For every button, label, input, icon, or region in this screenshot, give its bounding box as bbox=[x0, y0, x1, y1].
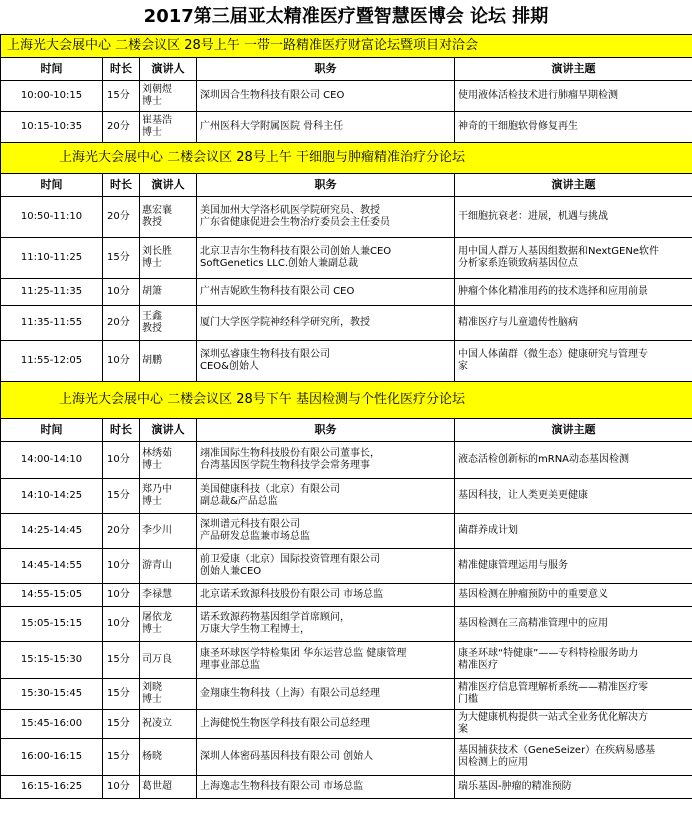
topic-cell: 使用液体活检技术进行肺瘤早期检测 bbox=[455, 81, 692, 112]
column-header-row bbox=[1, 419, 692, 442]
speaker-cell: 屠依龙 博士 bbox=[140, 607, 197, 642]
time-cell: 10:50-11:10 bbox=[1, 197, 103, 238]
speaker-cell: 葛世超 bbox=[140, 776, 197, 799]
header-position: 职务 bbox=[197, 174, 455, 197]
duration-cell: 10分 bbox=[103, 279, 140, 306]
table-row bbox=[1, 341, 692, 382]
time-cell: 16:15-16:25 bbox=[1, 776, 103, 799]
speaker-cell: 游青山 bbox=[140, 549, 197, 584]
table-row bbox=[1, 238, 692, 279]
position-cell: 深圳人体密码基因科技有限公司 创始人 bbox=[197, 739, 455, 776]
duration-cell: 10分 bbox=[103, 549, 140, 584]
speaker-cell: 惠宏襄 教授 bbox=[140, 197, 197, 238]
time-cell: 10:00-10:15 bbox=[1, 81, 103, 112]
topic-cell: 基因检测在肿瘤预防中的重要意义 bbox=[455, 584, 692, 607]
duration-cell: 10分 bbox=[103, 776, 140, 799]
speaker-cell: 胡鹏 bbox=[140, 341, 197, 382]
position-cell: 深圳因合生物科技有限公司 CEO bbox=[197, 81, 455, 112]
table-row bbox=[1, 776, 692, 799]
time-cell: 15:30-15:45 bbox=[1, 679, 103, 710]
header-topic: 演讲主题 bbox=[455, 58, 692, 81]
speaker-cell: 刘长胜 博士 bbox=[140, 238, 197, 279]
time-cell: 16:00-16:15 bbox=[1, 739, 103, 776]
duration-cell: 15分 bbox=[103, 642, 140, 679]
topic-cell: 精准健康管理运用与服务 bbox=[455, 549, 692, 584]
time-cell: 14:25-14:45 bbox=[1, 514, 103, 549]
table-row bbox=[1, 197, 692, 238]
speaker-cell: 李禄慧 bbox=[140, 584, 197, 607]
time-cell: 10:15-10:35 bbox=[1, 112, 103, 143]
section-heading: 上海光大会展中心 二楼会议区 28号上午 一带一路精准医疗财富论坛暨项目对洽会 bbox=[1, 35, 692, 58]
position-cell: 上海逸志生物科技有限公司 市场总监 bbox=[197, 776, 455, 799]
table-row bbox=[1, 479, 692, 514]
header-topic: 演讲主题 bbox=[455, 174, 692, 197]
position-cell: 康圣环球医学特检集团 华东运营总监 健康管理 理事业部总监 bbox=[197, 642, 455, 679]
position-cell: 上海健悦生物医学科技有限公司总经理 bbox=[197, 710, 455, 739]
speaker-cell: 司万良 bbox=[140, 642, 197, 679]
table-row bbox=[1, 514, 692, 549]
column-header-row bbox=[1, 174, 692, 197]
position-cell: 金翔康生物科技（上海）有限公司总经理 bbox=[197, 679, 455, 710]
duration-cell: 10分 bbox=[103, 584, 140, 607]
table-row bbox=[1, 584, 692, 607]
header-speaker: 演讲人 bbox=[140, 174, 197, 197]
table-row bbox=[1, 279, 692, 306]
time-cell: 11:25-11:35 bbox=[1, 279, 103, 306]
topic-cell: 基因捕获技术（GeneSeizer）在疾病易感基 因检测上的应用 bbox=[455, 739, 692, 776]
speaker-cell: 刘朝煜 博士 bbox=[140, 81, 197, 112]
table-row bbox=[1, 549, 692, 584]
time-cell: 11:35-11:55 bbox=[1, 306, 103, 341]
time-cell: 11:55-12:05 bbox=[1, 341, 103, 382]
topic-cell: 肿瘤个体化精准用药的技术选择和应用前景 bbox=[455, 279, 692, 306]
speaker-cell: 祝凌立 bbox=[140, 710, 197, 739]
topic-cell: 精准医疗信息管理解析系统——精准医疗零 门槛 bbox=[455, 679, 692, 710]
column-header-row bbox=[1, 58, 692, 81]
header-time: 时间 bbox=[1, 174, 103, 197]
time-cell: 14:00-14:10 bbox=[1, 442, 103, 479]
position-cell: 北京卫吉尔生物科技有限公司创始人兼CEO SoftGenetics LLC.创始人兼副总裁 bbox=[197, 238, 455, 279]
header-position: 职务 bbox=[197, 58, 455, 81]
topic-cell: 为大健康机构提供一站式全业务优化解决方 案 bbox=[455, 710, 692, 739]
duration-cell: 15分 bbox=[103, 679, 140, 710]
position-cell: 深圳谱元科技有限公司 产品研发总监兼市场总监 bbox=[197, 514, 455, 549]
time-cell: 15:45-16:00 bbox=[1, 710, 103, 739]
speaker-cell: 王鑫 教授 bbox=[140, 306, 197, 341]
section-heading-row bbox=[1, 143, 692, 174]
position-cell: 厦门大学医学院神经科学研究所，教授 bbox=[197, 306, 455, 341]
speaker-cell: 刘晓 博士 bbox=[140, 679, 197, 710]
table-row bbox=[1, 679, 692, 710]
topic-cell: 神奇的干细胞软骨修复再生 bbox=[455, 112, 692, 143]
time-cell: 11:10-11:25 bbox=[1, 238, 103, 279]
header-duration: 时长 bbox=[103, 419, 140, 442]
section-heading: 上海光大会展中心 二楼会议区 28号下午 基因检测与个性化医疗分论坛 bbox=[1, 382, 692, 419]
header-topic: 演讲主题 bbox=[455, 419, 692, 442]
duration-cell: 15分 bbox=[103, 81, 140, 112]
table-row bbox=[1, 442, 692, 479]
duration-cell: 20分 bbox=[103, 197, 140, 238]
topic-cell: 康圣环球“特健康”——专科特检服务助力 精准医疗 bbox=[455, 642, 692, 679]
duration-cell: 10分 bbox=[103, 607, 140, 642]
section-heading-row bbox=[1, 35, 692, 58]
position-cell: 深圳弘睿康生物科技有限公司 CEO&创始人 bbox=[197, 341, 455, 382]
table-row bbox=[1, 710, 692, 739]
speaker-cell: 郑乃中 博士 bbox=[140, 479, 197, 514]
section-heading: 上海光大会展中心 二楼会议区 28号上午 干细胞与肿瘤精准治疗分论坛 bbox=[1, 143, 692, 174]
schedule-table bbox=[0, 34, 692, 799]
speaker-cell: 崔基浩 博士 bbox=[140, 112, 197, 143]
position-cell: 美国加州大学洛杉矶医学院研究员、教授 广东省健康促进会生物治疗委员会主任委员 bbox=[197, 197, 455, 238]
duration-cell: 10分 bbox=[103, 341, 140, 382]
duration-cell: 15分 bbox=[103, 238, 140, 279]
header-duration: 时长 bbox=[103, 58, 140, 81]
header-speaker: 演讲人 bbox=[140, 58, 197, 81]
header-position: 职务 bbox=[197, 419, 455, 442]
position-cell: 北京诺禾致源科技股份有限公司 市场总监 bbox=[197, 584, 455, 607]
speaker-cell: 胡箫 bbox=[140, 279, 197, 306]
time-cell: 15:15-15:30 bbox=[1, 642, 103, 679]
topic-cell: 菌群养成计划 bbox=[455, 514, 692, 549]
speaker-cell: 李少川 bbox=[140, 514, 197, 549]
duration-cell: 15分 bbox=[103, 739, 140, 776]
section-heading-row bbox=[1, 382, 692, 419]
duration-cell: 20分 bbox=[103, 112, 140, 143]
duration-cell: 20分 bbox=[103, 306, 140, 341]
header-time: 时间 bbox=[1, 58, 103, 81]
time-cell: 14:10-14:25 bbox=[1, 479, 103, 514]
table-row bbox=[1, 642, 692, 679]
table-row bbox=[1, 112, 692, 143]
topic-cell: 瑞乐基因-肿瘤的精准预防 bbox=[455, 776, 692, 799]
page-title: 2017第三届亚太精准医疗暨智慧医博会 论坛 排期 bbox=[143, 6, 549, 27]
position-cell: 诺禾致源药物基因组学首席顾问， 万康大学生物工程博士， bbox=[197, 607, 455, 642]
duration-cell: 15分 bbox=[103, 479, 140, 514]
duration-cell: 20分 bbox=[103, 514, 140, 549]
table-row bbox=[1, 739, 692, 776]
topic-cell: 基因科技，让人类更美更健康 bbox=[455, 479, 692, 514]
header-speaker: 演讲人 bbox=[140, 419, 197, 442]
topic-cell: 精准医疗与儿童遗传性脑病 bbox=[455, 306, 692, 341]
position-cell: 广州吉妮欧生物科技有限公司 CEO bbox=[197, 279, 455, 306]
time-cell: 14:45-14:55 bbox=[1, 549, 103, 584]
topic-cell: 液态活检创新标的mRNA动态基因检测 bbox=[455, 442, 692, 479]
topic-cell: 中国人体菌群（微生态）健康研究与管理专 家 bbox=[455, 341, 692, 382]
topic-cell: 用中国人群万人基因组数据和NextGENe软件 分析家系连锁致病基因位点 bbox=[455, 238, 692, 279]
speaker-cell: 林绣茹 博士 bbox=[140, 442, 197, 479]
duration-cell: 15分 bbox=[103, 710, 140, 739]
position-cell: 美国健康科技（北京）有限公司 副总裁&产品总监 bbox=[197, 479, 455, 514]
time-cell: 14:55-15:05 bbox=[1, 584, 103, 607]
table-row bbox=[1, 81, 692, 112]
position-cell: 前卫爱康（北京）国际投资管理有限公司 创始人兼CEO bbox=[197, 549, 455, 584]
topic-cell: 干细胞抗衰老：进展，机遇与挑战 bbox=[455, 197, 692, 238]
header-time: 时间 bbox=[1, 419, 103, 442]
position-cell: 广州医科大学附属医院 骨科主任 bbox=[197, 112, 455, 143]
position-cell: 翊准国际生物科技股份有限公司董事长， 台湾基因医学院生物科技学会常务理事 bbox=[197, 442, 455, 479]
topic-cell: 基因检测在三高精准管理中的应用 bbox=[455, 607, 692, 642]
duration-cell: 10分 bbox=[103, 442, 140, 479]
table-row bbox=[1, 607, 692, 642]
table-row bbox=[1, 306, 692, 341]
speaker-cell: 杨晓 bbox=[140, 739, 197, 776]
time-cell: 15:05-15:15 bbox=[1, 607, 103, 642]
header-duration: 时长 bbox=[103, 174, 140, 197]
